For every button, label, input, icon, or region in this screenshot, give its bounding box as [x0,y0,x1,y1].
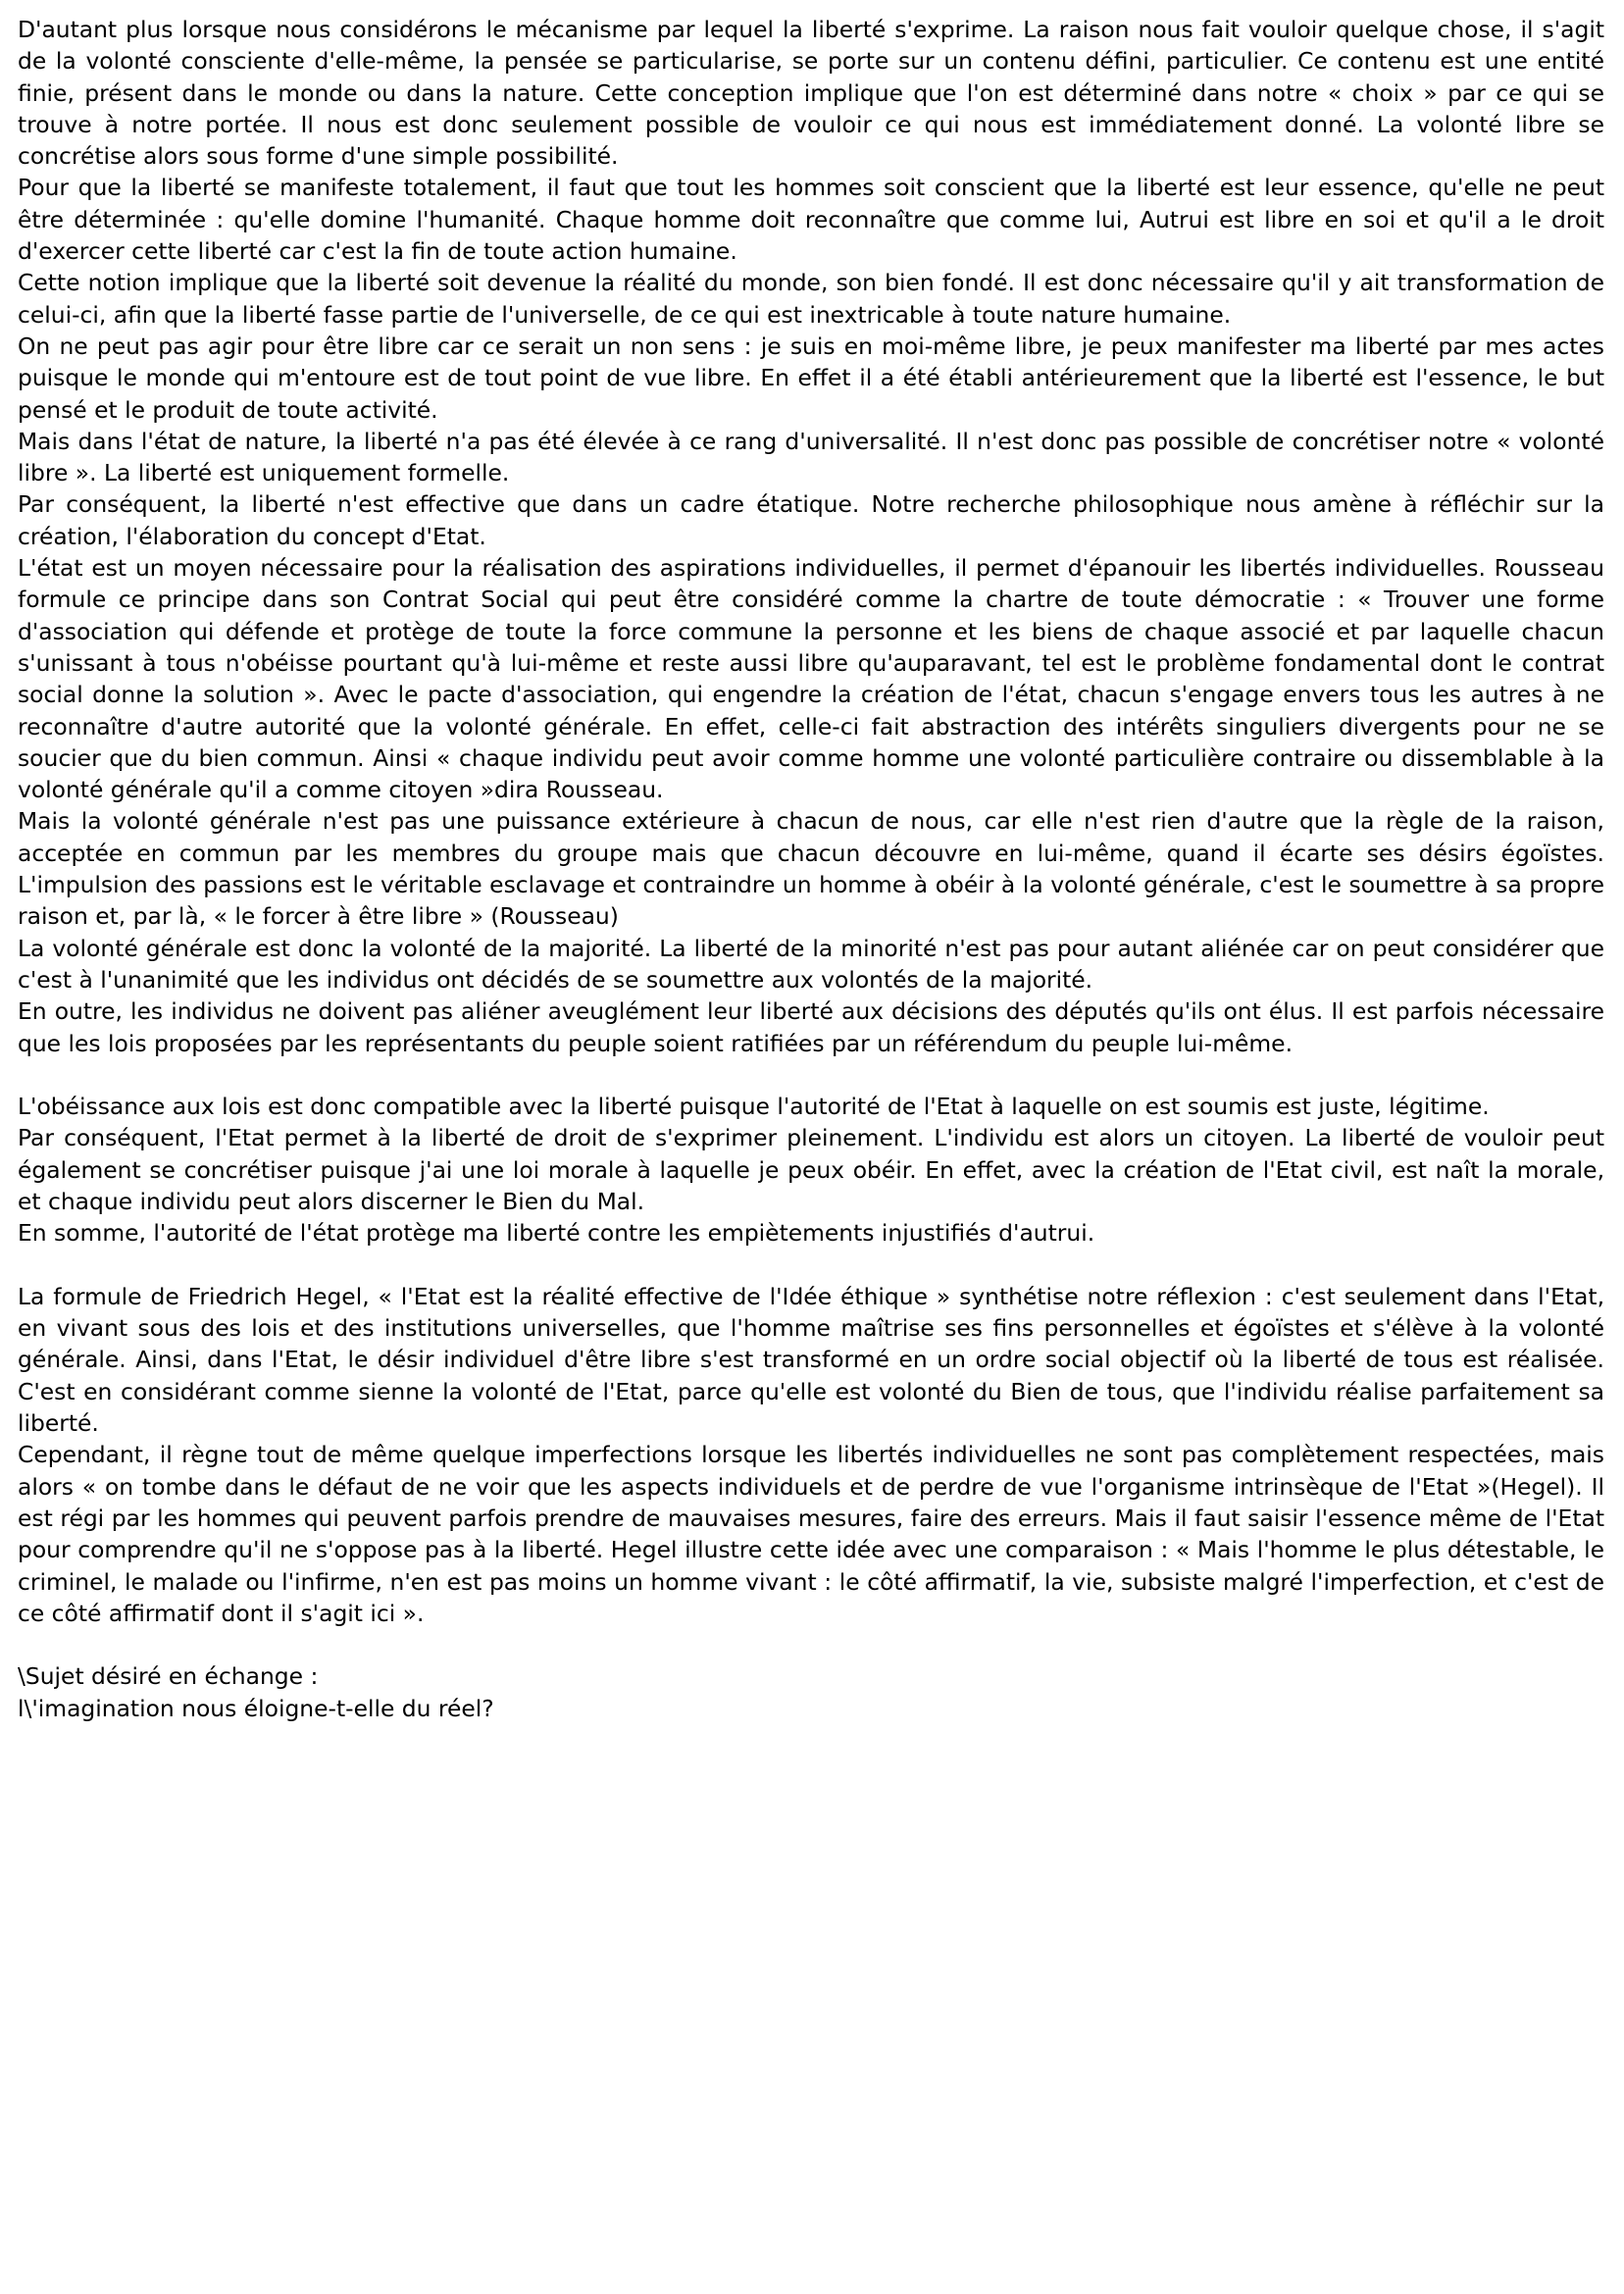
paragraph: La volonté générale est donc la volonté de la majorité. La liberté de la minorité n'est pas pour autant aliénée car on peut considérer que c'est à l'unanimité que les individus ont décidés de se soumettre aux volontés de la majorité. [18,934,1604,994]
paragraph: D'autant plus lorsque nous considérons le mécanisme par lequel la liberté s'exprime. La raison nous fait vouloir quelque chose, il s'agit de la volonté consciente d'elle-même, la pensée se particularise, se porte sur un contenu défini, particulier. Ce contenu est une entité finie, présent dans le monde ou dans la nature. Cette conception implique que l'on est déterminé dans notre « choix » par ce qui se trouve à notre portée. Il nous est donc seulement possible de vouloir ce qui nous est immédiatement donné. La volonté libre se concrétise alors sous forme d'une simple possibilité. [18,16,1604,171]
paragraph: L'état est un moyen nécessaire pour la réalisation des aspirations individuelles, il permet d'épanouir les libertés individuelles. Rousseau formule ce principe dans son Contrat Social qui peut être considéré comme la chartre de toute démocratie : « Trouver une forme d'association qui défende et protège de toute la force commune la personne et les biens de chaque associé et par laquelle chacun s'unissant à tous n'obéisse pourtant qu'à lui-même et reste aussi libre qu'auparavant, tel est le problème fondamental dont le contrat social donne la solution ». Avec le pacte d'association, qui engendre la création de l'état, chacun s'engage envers tous les autres à ne reconnaître d'autre autorité que la volonté générale. En effet, celle-ci fait abstraction des intérêts singuliers divergents pour ne se soucier que du bien commun. Ainsi « chaque individu peut avoir comme homme une volonté particulière contraire ou dissemblable à la volonté générale qu'il a comme citoyen »dira Rousseau. [18,554,1604,804]
document-page [18,14,1604,1724]
paragraph: Cette notion implique que la liberté soit devenue la réalité du monde, son bien fondé. Il est donc nécessaire qu'il y ait transformation de celui-ci, afin que la liberté fasse partie de l'universelle, de ce qui est inextricable à toute nature humaine. [18,269,1604,329]
paragraph: La formule de Friedrich Hegel, « l'Etat est la réalité effective de l'Idée éthique » synthétise notre réflexion : c'est seulement dans l'Etat, en vivant sous des lois et des institutions universelles, que l'homme maîtrise ses fins personnelles et égoïstes et s'élève à la volonté générale. Ainsi, dans l'Etat, le désir individuel d'être libre s'est transformé en un ordre social objectif où la liberté de tous est réalisée. C'est en considérant comme sienne la volonté de l'Etat, parce qu'elle est volonté du Bien de tous, que l'individu réalise parfaitement sa liberté. [18,1282,1604,1438]
paragraph: En outre, les individus ne doivent pas aliéner aveuglément leur liberté aux décisions des députés qu'ils ont élus. Il est parfois nécessaire que les lois proposées par les représentants du peuple soient ratifiées par un référendum du peuple lui-même. [18,997,1604,1057]
paragraph: L'obéissance aux lois est donc compatible avec la liberté puisque l'autorité de l'Etat à laquelle on est soumis est juste, légitime. [18,1093,1490,1121]
paragraph: On ne peut pas agir pour être libre car ce serait un non sens : je suis en moi-même libre, je peux manifester ma liberté par mes actes puisque le monde qui m'entoure est de tout point de vue libre. En effet il a été établi antérieurement que la liberté est l'essence, le but pensé et le produit de toute activité. [18,331,1604,424]
paragraph: Par conséquent, l'Etat permet à la liberté de droit de s'exprimer pleinement. L'individu est alors un citoyen. La liberté de vouloir peut également se concrétiser puisque j'ai une loi morale à laquelle je peux obéir. En effet, avec la création de l'Etat civil, est naît la morale, et chaque individu peut alors discerner le Bien du Mal. [18,1124,1604,1215]
blank-line [18,1059,1604,1091]
blank-line [18,1629,1604,1660]
blank-line [18,1249,1604,1281]
paragraph: Pour que la liberté se manifeste totalement, il faut que tout les hommes soit conscient que la liberté est leur essence, qu'elle ne peut être déterminée : qu'elle domine l'humanité. Chaque homme doit reconnaître que comme lui, Autrui est libre en soi et qu'il a le droit d'exercer cette liberté car c'est la fin de toute action humaine. [18,174,1604,266]
paragraph: Mais dans l'état de nature, la liberté n'a pas été élevée à ce rang d'universalité. Il n'est donc pas possible de concrétiser notre « volonté libre ». La liberté est uniquement formelle. [18,427,1604,487]
paragraph: En somme, l'autorité de l'état protège ma liberté contre les empiètements injustifiés d'autrui. [18,1219,1095,1248]
requested-topic-label: \Sujet désiré en échange : [18,1662,319,1691]
paragraph: Par conséquent, la liberté n'est effective que dans un cadre étatique. Notre recherche philosophique nous amène à réfléchir sur la création, l'élaboration du concept d'Etat. [18,490,1604,550]
requested-topic: l\'imagination nous éloigne-t-elle du réel? [18,1694,494,1722]
paragraph: Mais la volonté générale n'est pas une puissance extérieure à chacun de nous, car elle n'est rien d'autre que la règle de la raison, acceptée en commun par les membres du groupe mais que chacun découvre en lui-même, quand il écarte ses désirs égoïstes. L'impulsion des passions est le véritable esclavage et contraindre un homme à obéir à la volonté générale, c'est le soumettre à sa propre raison et, par là, « le forcer à être libre » (Rousseau) [18,807,1604,931]
paragraph: Cependant, il règne tout de même quelque imperfections lorsque les libertés individuelles ne sont pas complètement respectées, mais alors « on tombe dans le défaut de ne voir que les aspects individuels et de perdre de vue l'organisme intrinsèque de l'Etat »(Hegel). Il est régi par les hommes qui peuvent parfois prendre de mauvaises mesures, faire des erreurs. Mais il faut saisir l'essence même de l'Etat pour comprendre qu'il ne s'oppose pas à la liberté. Hegel illustre cette idée avec une comparaison : « Mais l'homme le plus détestable, le criminel, le malade ou l'infirme, n'en est pas moins un homme vivant : le côté affirmatif, la vie, subsiste malgré l'imperfection, et c'est de ce côté affirmatif dont il s'agit ici ». [18,1441,1604,1627]
